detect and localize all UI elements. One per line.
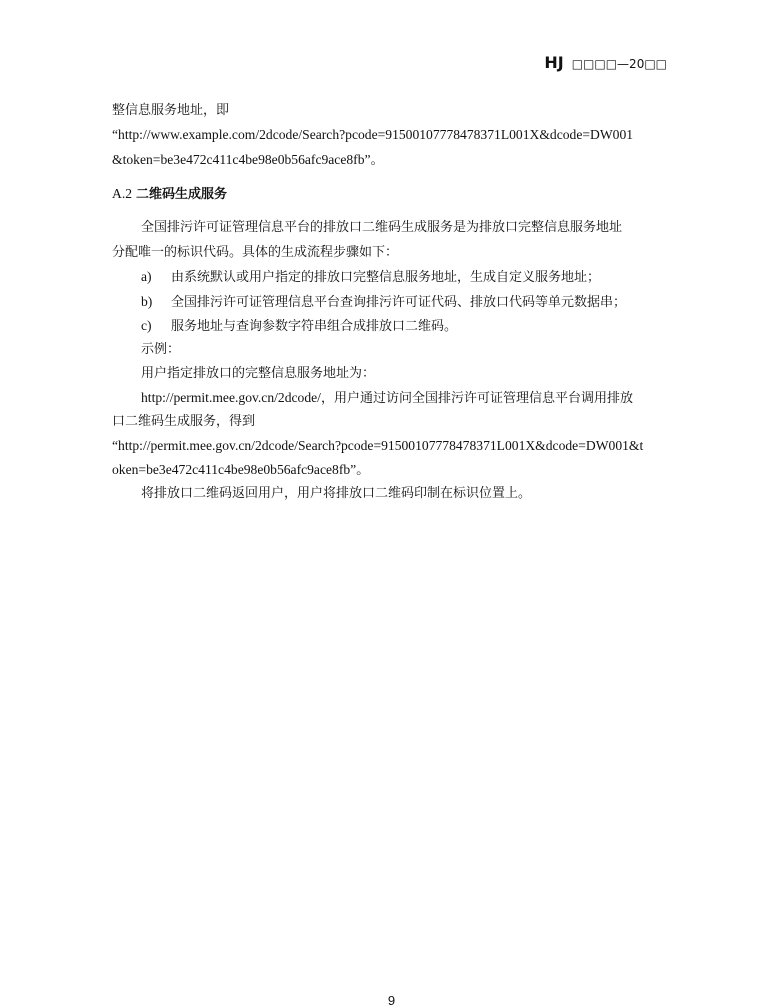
url-line: oken=be3e472c411c4be98e0b56afc9ace8fb”。	[112, 462, 370, 477]
list-item	[141, 317, 457, 336]
section-heading	[112, 185, 227, 204]
url-line: &token=be3e472c411c4be98e0b56afc9ace8fb”。	[112, 152, 385, 167]
url-line: “http://www.example.com/2dcode/Search?pcode=91500107778478371L001X&dcode=DW001	[112, 127, 634, 142]
list-item	[141, 268, 600, 287]
example-line: 用户指定排放口的完整信息服务地址为：	[141, 366, 376, 381]
url-line: “http://permit.mee.gov.cn/2dcode/Search?pcode=91500107778478371L001X&dcode=DW001&t	[112, 438, 644, 453]
paragraph-line: 分配唯一的标识代码。具体的生成流程步骤如下：	[112, 245, 399, 260]
list-item	[141, 293, 626, 312]
standard-code: □□□□—20□□	[571, 57, 667, 71]
section-number: A.2	[112, 186, 133, 201]
paragraph-line: 全国排污许可证管理信息平台的排放口二维码生成服务是为排放口完整信息服务地址	[141, 220, 623, 235]
standard-prefix: HJ	[544, 53, 564, 72]
list-item-text: 由系统默认或用户指定的排放口完整信息服务地址，生成自定义服务地址；	[171, 270, 601, 285]
example-label: 示例：	[141, 342, 181, 357]
list-item-label: c)	[141, 318, 152, 333]
list-item-text: 全国排污许可证管理信息平台查询排污许可证代码、排放口代码等单元数据串；	[171, 295, 627, 310]
section-title: 二维码生成服务	[136, 187, 228, 202]
list-item-label: b)	[141, 294, 153, 309]
page-number: 9	[387, 993, 396, 1008]
example-line: 将排放口二维码返回用户，用户将排放口二维码印制在标识位置上。	[141, 486, 532, 501]
example-url: http://permit.mee.gov.cn/2dcode/	[141, 390, 321, 405]
running-header	[544, 53, 667, 72]
list-item-text: 服务地址与查询参数字符串组合成排放口二维码。	[171, 319, 458, 334]
list-item-label: a)	[141, 269, 152, 284]
example-line	[141, 389, 633, 408]
text-line: 整信息服务地址，即	[112, 103, 230, 118]
example-text: ，用户通过访问全国排污许可证管理信息平台调用排放	[320, 391, 633, 406]
example-line: 口二维码生成服务，得到	[112, 414, 256, 429]
